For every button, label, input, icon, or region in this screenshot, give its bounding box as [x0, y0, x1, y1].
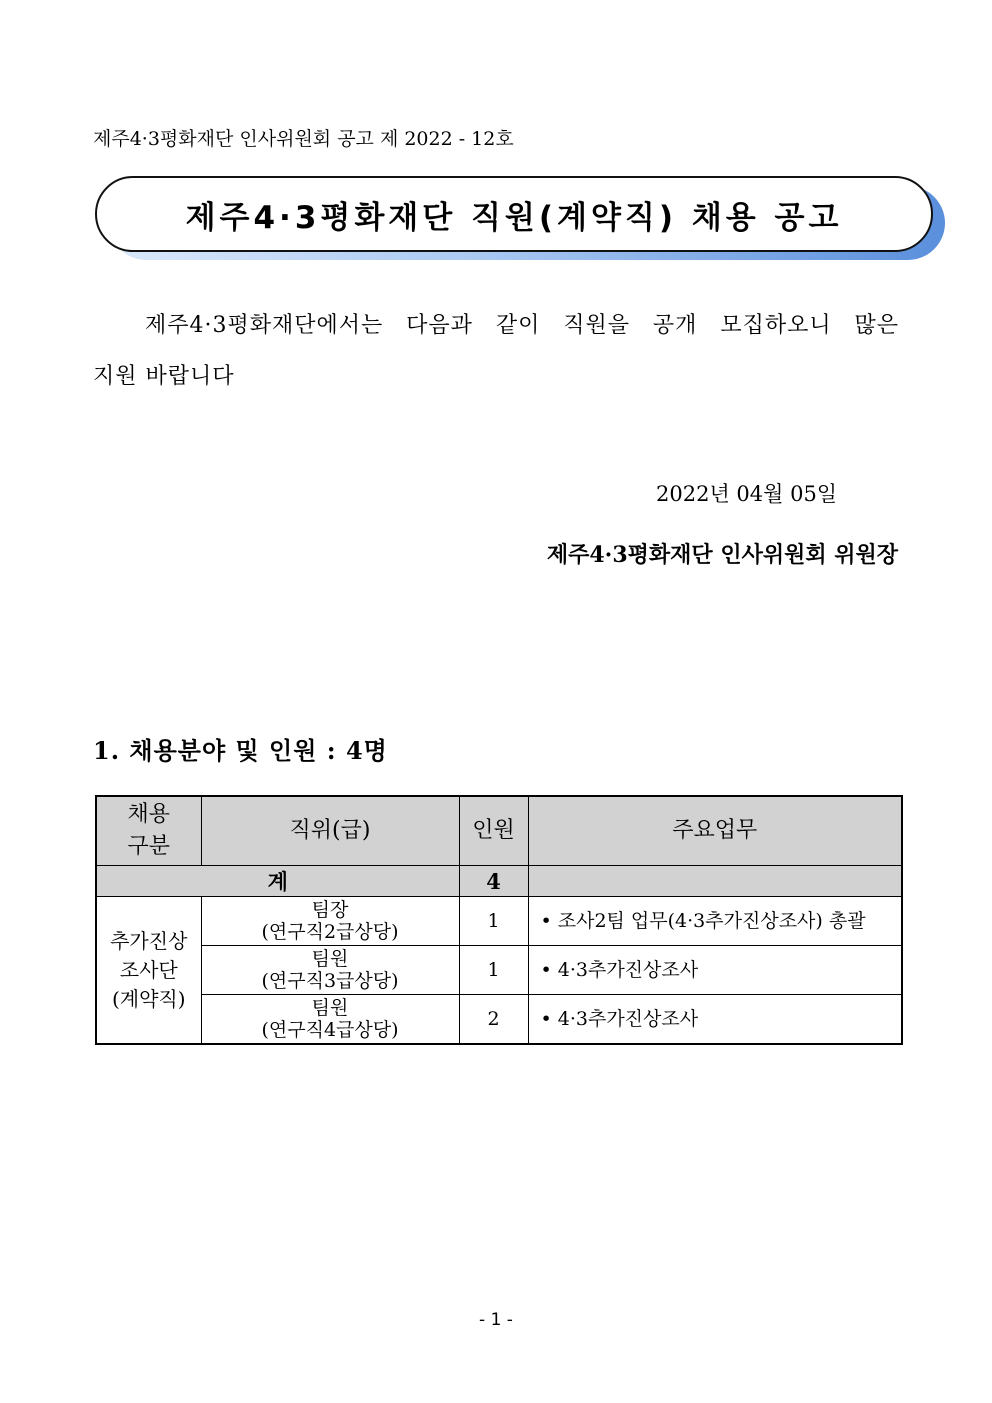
total-value: 4 — [459, 866, 528, 897]
duty-cell: • 조사2팀 업무(4·3추가진상조사) 총괄 — [528, 897, 902, 946]
duty-cell: • 4·3추가진상조사 — [528, 946, 902, 995]
duty-cell: • 4·3추가진상조사 — [528, 995, 902, 1045]
header-duties: 주요업무 — [528, 796, 902, 866]
group-line2: 조사단 — [119, 957, 178, 982]
header-category-line2: 구분 — [127, 834, 170, 859]
table-row — [96, 897, 902, 946]
title-banner — [95, 176, 945, 260]
page-number: - 1 - — [479, 1310, 513, 1330]
title-box — [95, 176, 933, 252]
group-line3: (계약직) — [111, 986, 186, 1011]
header-headcount: 인원 — [459, 796, 528, 866]
announcement-number: 제주4·3평화재단 인사위원회 공고 제 2022 - 12호 — [93, 128, 514, 150]
group-line1: 추가진상 — [110, 928, 188, 953]
position-title: 팀원 — [311, 997, 349, 1019]
header-category-line1: 채용 — [127, 802, 170, 827]
table-row — [96, 995, 902, 1045]
total-empty — [528, 866, 902, 897]
page-title: 제주4·3평화재단 직원(계약직) 채용 공고 — [185, 199, 843, 236]
table-header-row — [96, 796, 902, 866]
position-grade: (연구직2급상당) — [261, 921, 399, 943]
header-category — [96, 796, 201, 866]
total-label: 계 — [96, 866, 459, 897]
position-title: 팀장 — [311, 899, 349, 921]
position-cell — [201, 897, 459, 946]
group-cell — [96, 897, 201, 1045]
table-row — [96, 946, 902, 995]
count-cell: 1 — [459, 897, 528, 946]
position-title: 팀원 — [311, 948, 349, 970]
position-cell — [201, 995, 459, 1045]
position-grade: (연구직3급상당) — [261, 970, 399, 992]
table-total-row — [96, 866, 902, 897]
signer: 제주4·3평화재단 인사위원회 위원장 — [546, 542, 898, 568]
intro-line-1: 제주4·3평화재단에서는 다음과 같이 직원을 공개 모집하오니 많은 — [145, 313, 899, 338]
announcement-date: 2022년 04월 05일 — [656, 482, 838, 506]
count-cell: 1 — [459, 946, 528, 995]
recruitment-table — [95, 795, 903, 1045]
position-cell — [201, 946, 459, 995]
count-cell: 2 — [459, 995, 528, 1045]
intro-line-2: 지원 바랍니다 — [93, 364, 235, 389]
section-1-title: 1. 채용분야 및 인원 : 4명 — [93, 736, 388, 765]
header-position: 직위(급) — [201, 796, 459, 866]
position-grade: (연구직4급상당) — [261, 1019, 399, 1041]
